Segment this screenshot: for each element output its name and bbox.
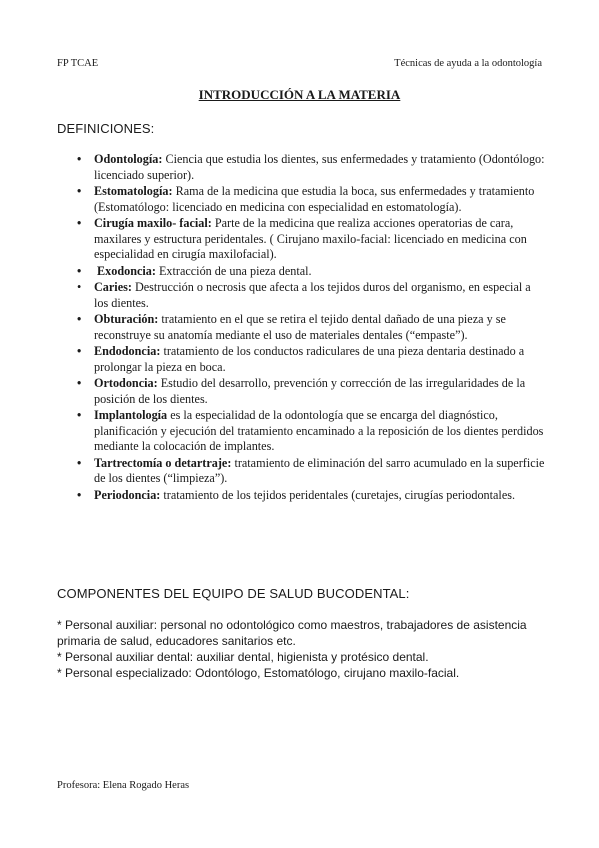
definition-text: es la especialidad de la odontología que se encarga del diagnóstico, planificación y ejecución del tratamiento encaminado a la reposición de los dientes perdidos mediante la colocación de implantes. [94,408,544,453]
definition-term: Tartrectomía o detartraje: [94,455,232,470]
definition-item [57,312,547,343]
page-title: INTRODUCCIÓN A LA MATERIA [198,87,401,102]
definition-item [57,280,547,311]
definition-term: Estomatología: [94,184,173,198]
definition-term: Obturación: [94,312,159,326]
personnel-list [57,617,547,681]
definition-term: Exodoncia: [97,263,156,278]
definition-text: Estudio del desarrollo, prevención y corrección de las irregularidades de la posición de los dientes. [94,376,526,406]
definition-item [57,456,547,487]
bullet-icon: • [77,312,82,326]
definition-text: Rama de la medicina que estudia la boca, sus enfermedades y tratamiento (Estomatólogo: licenciado en medicina con especialidad en estomatología). [94,184,535,214]
definitions-list [57,152,547,504]
definition-text: Extracción de una pieza dental. [155,263,312,278]
bullet-icon: • [77,152,82,166]
definition-term: Implantología [94,408,168,422]
definition-text: tratamiento en el que se retira el tejido dental dañado de una pieza y se reconstruye su anatomía mediante el uso de materiales dentales (“empaste”). [94,312,506,342]
definition-term: Periodoncia: [94,487,161,502]
personnel-item: * Personal auxiliar: personal no odontológico como maestros, trabajadores de asistencia primaria de salud, educadores sanitarios etc. [57,618,527,648]
definition-term: Ortodoncia: [94,376,158,390]
definition-item [57,216,547,263]
definition-term: Odontología: [94,152,163,166]
definition-item [57,184,547,215]
bullet-icon: • [77,184,82,198]
definition-item [57,376,547,407]
definition-item [57,344,547,375]
definition-text: Ciencia que estudia los dientes, sus enfermedades y tratamiento (Odontólogo: licenciado superior). [94,152,545,182]
bullet-icon: • [77,344,82,358]
bullet-icon: • [77,487,82,502]
definition-item [57,264,547,280]
definitions-heading: DEFINICIONES: [57,121,155,136]
bullet-icon: • [77,280,82,294]
definition-item [57,488,547,504]
bullet-icon: • [77,455,82,470]
definition-text: Destrucción o necrosis que afecta a los tejidos duros del organismo, en especial a los dientes. [94,280,531,310]
personnel-item: * Personal auxiliar dental: auxiliar dental, higienista y protésico dental. [57,650,429,664]
definition-item [57,408,547,455]
components-heading: COMPONENTES DEL EQUIPO DE SALUD BUCODENTAL: [57,586,410,601]
header-course: FP TCAE [57,58,99,69]
definition-text: tratamiento de los conductos radiculares de una pieza dentaria destinado a prolongar la pieza en boca. [94,344,525,374]
definition-item [57,152,547,183]
definition-term: Cirugía maxilo- facial: [94,216,212,230]
definition-text: tratamiento de eliminación del sarro acumulado en la superficie de los dientes (“limpieza”). [94,455,545,485]
definition-term: Endodoncia: [94,344,161,358]
bullet-icon: • [77,216,82,230]
footer-teacher: Profesora: Elena Rogado Heras [57,780,190,791]
bullet-icon: • [77,263,82,278]
definition-text: Parte de la medicina que realiza acciones operatorias de cara, maxilares y estructura peridentales. ( Cirujano maxilo-facial: licenciado en medicina con especialidad en cirugía maxilofacial). [94,216,527,261]
definition-term: Caries: [94,280,132,294]
definition-text: tratamiento de los tejidos peridentales (curetajes, cirugías periodontales. [160,487,516,502]
bullet-icon: • [77,376,82,390]
bullet-icon: • [77,408,82,422]
personnel-item: * Personal especializado: Odontólogo, Estomatólogo, cirujano maxilo-facial. [57,666,460,680]
header-subject: Técnicas de ayuda a la odontología [394,58,542,69]
